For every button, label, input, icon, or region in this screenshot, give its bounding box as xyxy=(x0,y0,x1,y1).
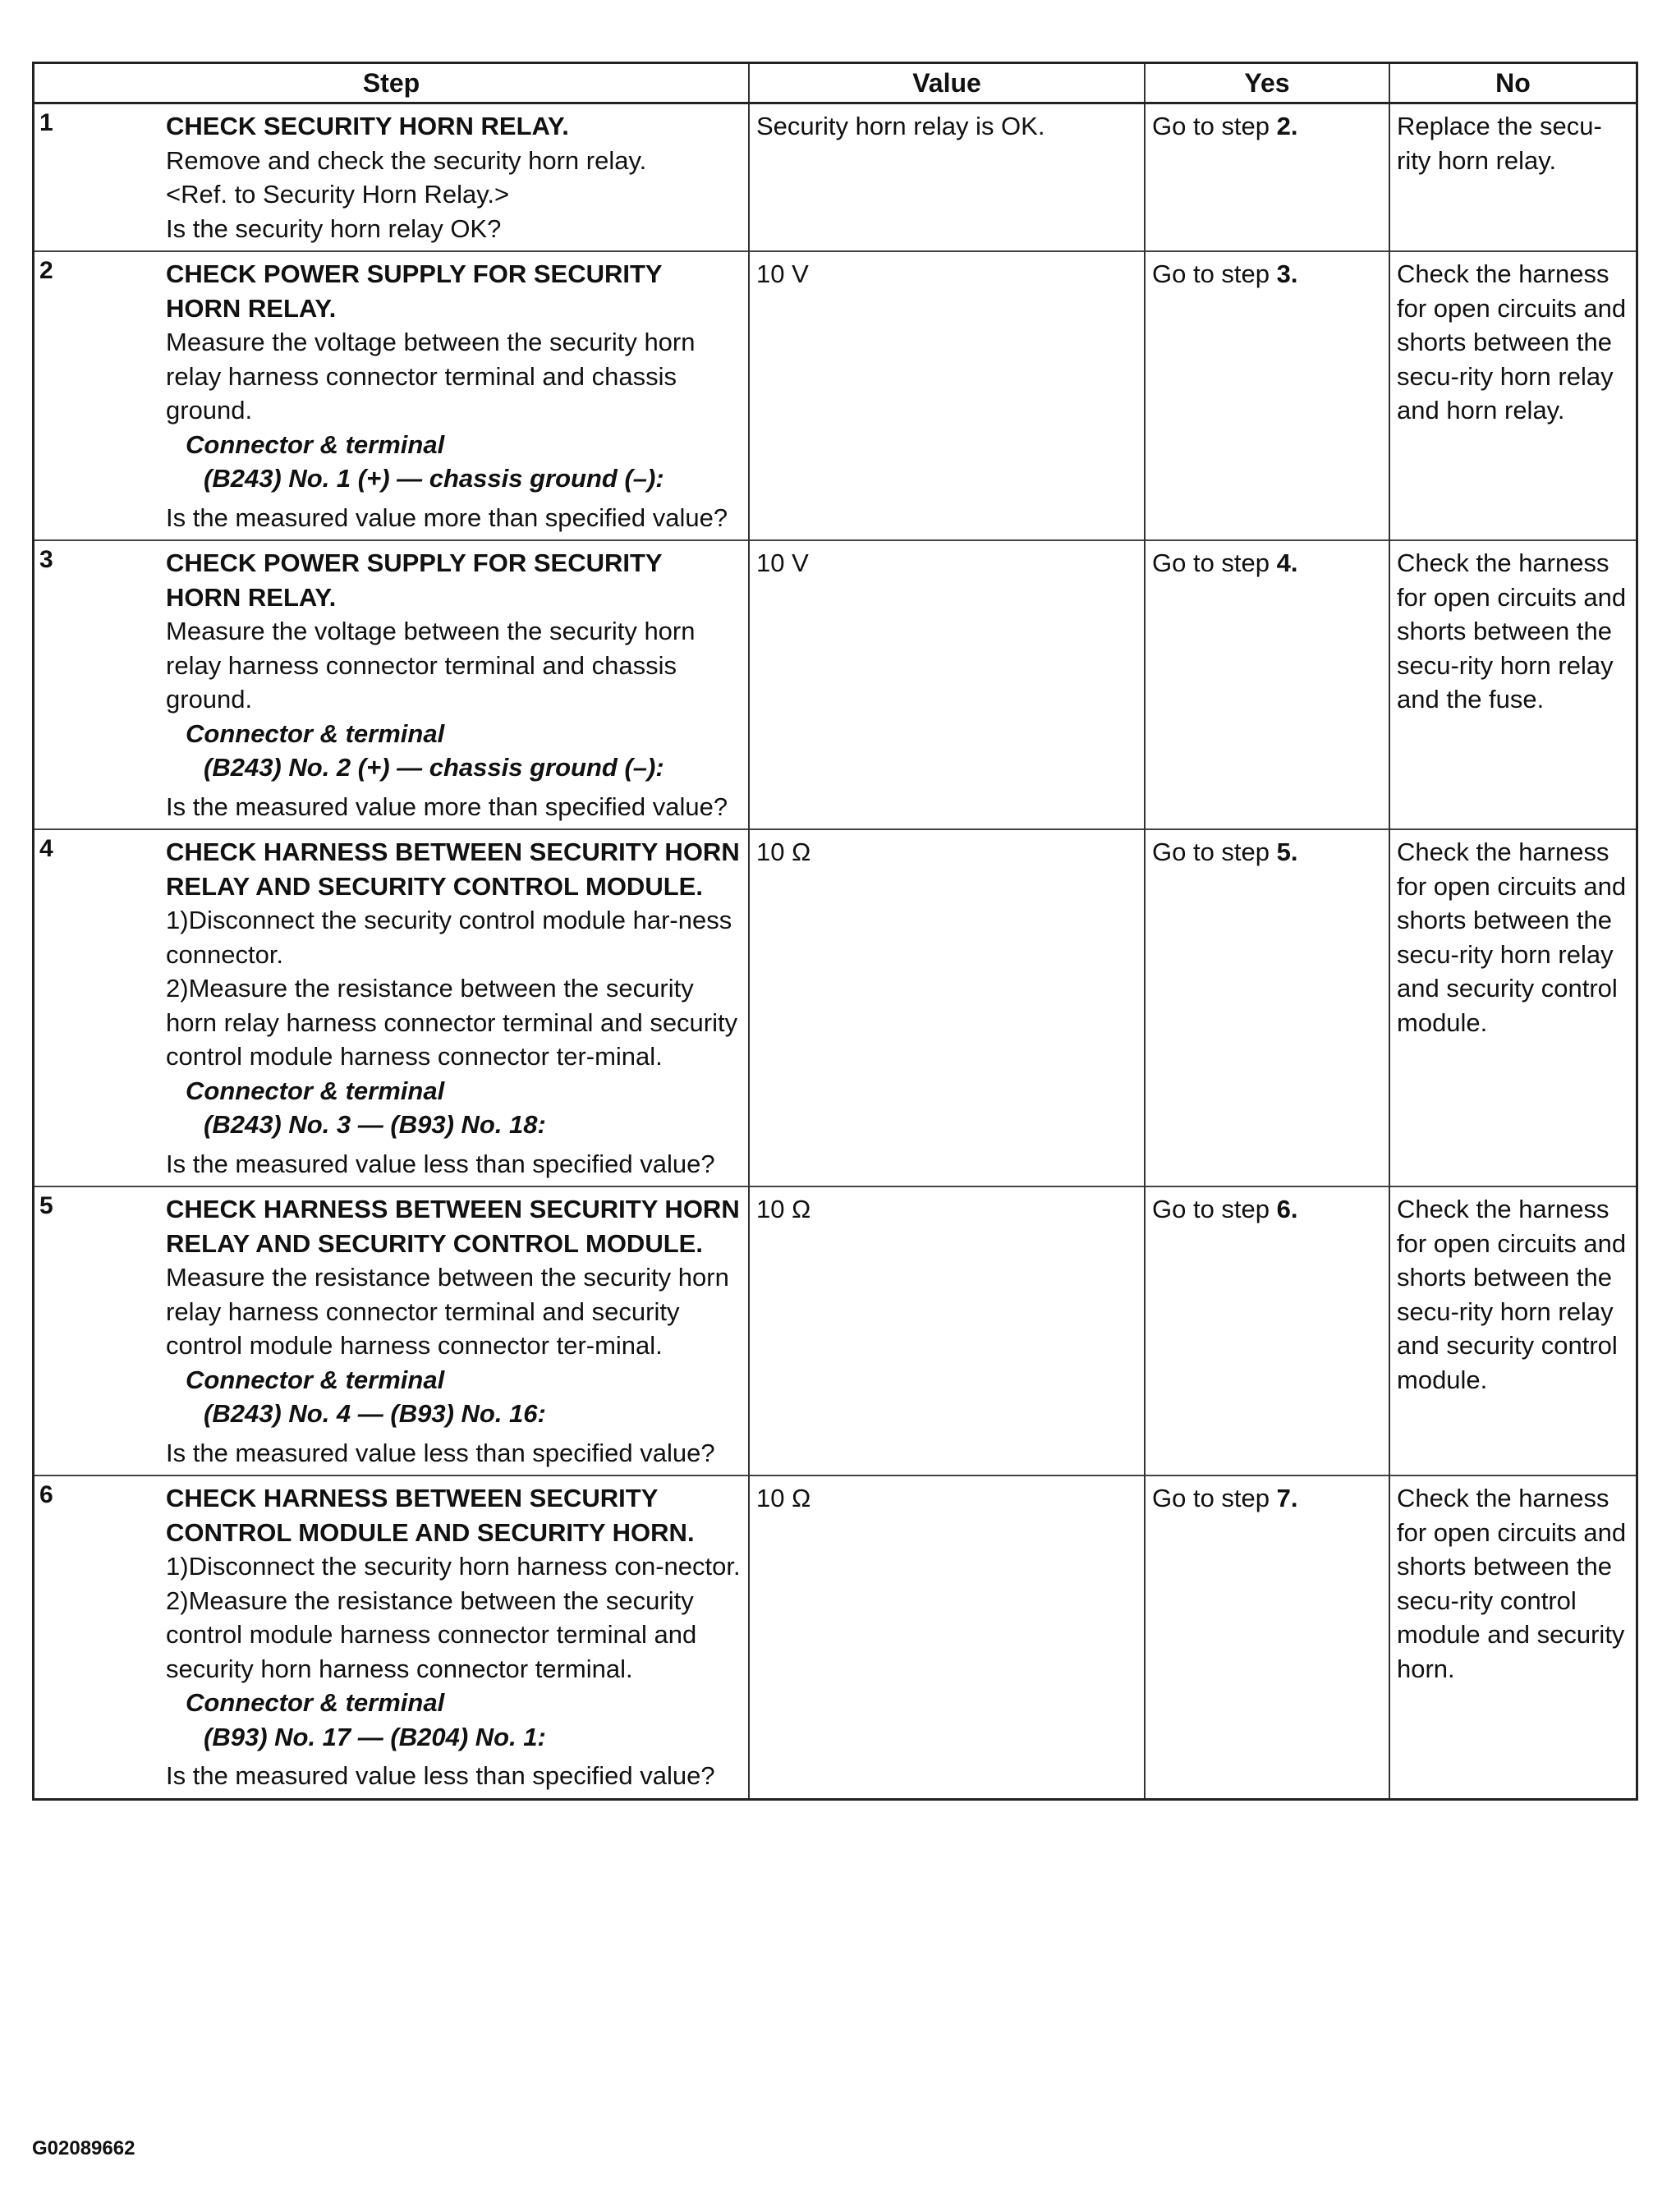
step-instruction: Measure the resistance between the security horn relay harness connector terminal and security control module harness connector ter-minal. xyxy=(166,1263,729,1360)
step-instruction: 1)Disconnect the security control module har-ness connector. xyxy=(166,906,732,969)
yes-prefix: Go to step xyxy=(1152,1195,1277,1223)
yes-step-ref: 2. xyxy=(1276,112,1298,140)
step-instruction: 2)Measure the resistance between the security horn relay harness connector terminal and security control module harness connector ter-minal. xyxy=(166,974,738,1071)
step-body xyxy=(166,104,748,250)
yes-prefix: Go to step xyxy=(1152,112,1277,140)
yes-action xyxy=(1146,104,1389,149)
yes-cell xyxy=(1145,251,1389,540)
no-cell xyxy=(1389,103,1637,252)
no-cell xyxy=(1389,1475,1637,1799)
connector-spec: (B93) No. 17 — (B204) No. 1: xyxy=(204,1722,546,1751)
value-cell xyxy=(749,540,1145,829)
yes-cell xyxy=(1145,540,1389,829)
yes-cell xyxy=(1145,829,1389,1186)
step-body xyxy=(166,1476,748,1798)
yes-step-ref: 6. xyxy=(1276,1195,1298,1223)
value-cell xyxy=(749,103,1145,252)
step-instruction: Is the security horn relay OK? xyxy=(166,213,502,243)
step-cell xyxy=(34,1475,750,1799)
step-cell xyxy=(34,540,750,829)
no-cell xyxy=(1389,540,1637,829)
spec-value: 10 Ω xyxy=(756,838,811,866)
figure-code: G02089662 xyxy=(32,2137,135,2159)
no-cell xyxy=(1389,1186,1637,1475)
yes-cell xyxy=(1145,1186,1389,1475)
yes-step-ref: 7. xyxy=(1276,1484,1298,1512)
header-row xyxy=(34,63,1637,103)
yes-cell xyxy=(1145,103,1389,252)
step-instruction: Measure the voltage between the security horn relay harness connector terminal and chassis ground. xyxy=(166,328,696,425)
header-step: Step xyxy=(34,63,750,103)
yes-action xyxy=(1146,541,1389,585)
yes-action xyxy=(1146,1187,1389,1232)
no-cell xyxy=(1389,251,1637,540)
step-number: 2 xyxy=(39,257,53,284)
step-question: Is the measured value more than specified value? xyxy=(166,792,728,821)
connector-label: Connector & terminal xyxy=(186,1688,445,1717)
connector-label: Connector & terminal xyxy=(186,1076,445,1105)
table-row xyxy=(34,251,1637,540)
table-row xyxy=(34,103,1637,252)
header-value: Value xyxy=(749,63,1145,103)
spec-value: Security horn relay is OK. xyxy=(756,112,1045,140)
step-number: 5 xyxy=(39,1192,53,1219)
table-row xyxy=(34,1475,1637,1799)
yes-action xyxy=(1146,1476,1389,1521)
no-action: Check the harness for open circuits and shorts between the secu-rity horn relay and security control module. xyxy=(1397,838,1627,1037)
no-cell xyxy=(1389,829,1637,1186)
step-title: CHECK POWER SUPPLY FOR SECURITY HORN RELAY. xyxy=(166,259,663,323)
no-action: Check the harness for open circuits and shorts between the secu-rity horn relay and security control module. xyxy=(1397,1195,1627,1394)
yes-prefix: Go to step xyxy=(1152,548,1277,577)
table-body xyxy=(34,103,1637,1800)
step-question: Is the measured value less than specified value? xyxy=(166,1438,715,1467)
connector-spec: (B243) No. 2 (+) — chassis ground (–): xyxy=(204,753,664,782)
step-body xyxy=(166,1187,748,1475)
step-number: 3 xyxy=(39,546,53,573)
step-number: 4 xyxy=(39,835,53,862)
spec-value: 10 V xyxy=(756,259,809,288)
step-cell xyxy=(34,103,750,252)
connector-label: Connector & terminal xyxy=(186,429,445,459)
no-action: Check the harness for open circuits and shorts between the secu-rity horn relay and the fuse. xyxy=(1397,548,1627,714)
connector-label: Connector & terminal xyxy=(186,1365,445,1394)
step-instruction: 1)Disconnect the security horn harness con-nector. xyxy=(166,1552,741,1581)
step-title: CHECK HARNESS BETWEEN SECURITY CONTROL MODULE AND SECURITY HORN. xyxy=(166,1484,695,1547)
connector-spec: (B243) No. 3 — (B93) No. 18: xyxy=(204,1110,546,1139)
value-cell xyxy=(749,251,1145,540)
no-action: Replace the secu-rity horn relay. xyxy=(1397,112,1602,175)
step-body xyxy=(166,830,748,1186)
step-instruction: 2)Measure the resistance between the security control module harness connector terminal and security horn harness connector terminal. xyxy=(166,1586,697,1683)
connector-label: Connector & terminal xyxy=(186,718,445,748)
header-yes: Yes xyxy=(1145,63,1389,103)
step-question: Is the measured value more than specified value? xyxy=(166,503,728,532)
yes-step-ref: 3. xyxy=(1276,259,1298,288)
diagnostic-table xyxy=(32,62,1638,1801)
yes-prefix: Go to step xyxy=(1152,1484,1277,1512)
connector-spec: (B243) No. 1 (+) — chassis ground (–): xyxy=(204,464,664,493)
step-question: Is the measured value less than specified value? xyxy=(166,1149,715,1178)
yes-action xyxy=(1146,830,1389,874)
step-instruction: Remove and check the security horn relay. xyxy=(166,145,647,175)
step-body xyxy=(166,541,748,828)
yes-action xyxy=(1146,252,1389,296)
step-question: Is the measured value less than specified value? xyxy=(166,1761,715,1790)
step-instruction: <Ref. to Security Horn Relay.> xyxy=(166,180,510,209)
step-cell xyxy=(34,251,750,540)
step-body xyxy=(166,252,748,539)
value-cell xyxy=(749,829,1145,1186)
yes-prefix: Go to step xyxy=(1152,838,1277,866)
yes-prefix: Go to step xyxy=(1152,259,1277,288)
step-title: CHECK HARNESS BETWEEN SECURITY HORN RELAY AND SECURITY CONTROL MODULE. xyxy=(166,838,740,901)
no-action: Check the harness for open circuits and shorts between the secu-rity horn relay and horn relay. xyxy=(1397,259,1627,425)
no-action: Check the harness for open circuits and shorts between the secu-rity control module and security horn. xyxy=(1397,1484,1627,1683)
spec-value: 10 Ω xyxy=(756,1484,811,1512)
step-title: CHECK HARNESS BETWEEN SECURITY HORN RELAY AND SECURITY CONTROL MODULE. xyxy=(166,1195,740,1258)
step-instruction: Measure the voltage between the security horn relay harness connector terminal and chassis ground. xyxy=(166,617,696,714)
header-no: No xyxy=(1389,63,1637,103)
spec-value: 10 V xyxy=(756,548,809,577)
table-row xyxy=(34,1186,1637,1475)
step-title: CHECK POWER SUPPLY FOR SECURITY HORN RELAY. xyxy=(166,548,663,612)
spec-value: 10 Ω xyxy=(756,1195,811,1223)
step-number: 1 xyxy=(39,109,53,136)
value-cell xyxy=(749,1186,1145,1475)
yes-step-ref: 5. xyxy=(1276,838,1298,866)
yes-step-ref: 4. xyxy=(1276,548,1298,577)
step-title: CHECK SECURITY HORN RELAY. xyxy=(166,112,569,140)
step-cell xyxy=(34,1186,750,1475)
table-row xyxy=(34,540,1637,829)
value-cell xyxy=(749,1475,1145,1799)
step-cell xyxy=(34,829,750,1186)
yes-cell xyxy=(1145,1475,1389,1799)
table-row xyxy=(34,829,1637,1186)
connector-spec: (B243) No. 4 — (B93) No. 16: xyxy=(204,1399,546,1428)
step-number: 6 xyxy=(39,1481,53,1508)
